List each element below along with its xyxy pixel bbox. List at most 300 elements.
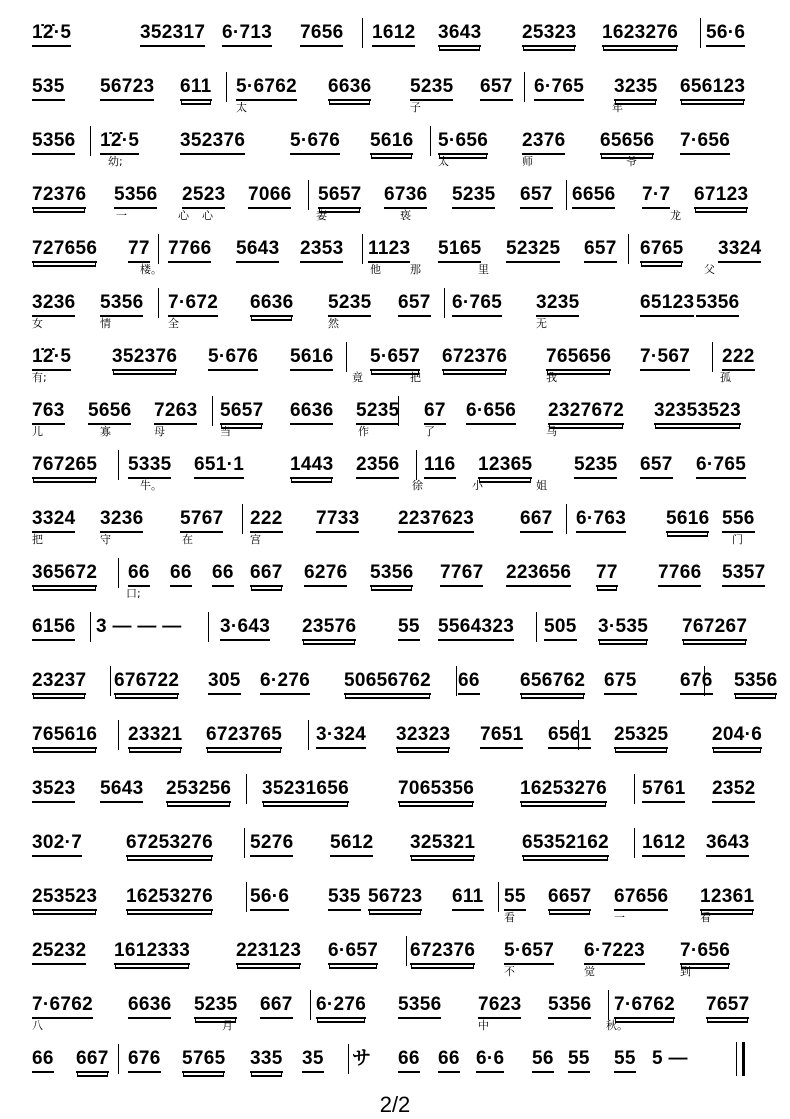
note-group: 66: [398, 1048, 420, 1073]
note-group: 656762: [520, 670, 585, 695]
note-group: 223656: [506, 562, 571, 587]
note-group: 3643: [438, 22, 481, 47]
bar-line: [628, 234, 629, 264]
note-group: 56: [532, 1048, 554, 1073]
note-group: 3235: [614, 76, 657, 101]
note-group: 66: [128, 562, 150, 587]
note-group: 5761: [642, 778, 685, 803]
note-group: 32323: [396, 724, 450, 749]
notation-line: [0, 606, 790, 660]
lyric-char: 当: [220, 425, 231, 438]
note-group: 2352: [712, 778, 755, 803]
note-group: 5564323: [438, 616, 514, 641]
note-group: 767265: [32, 454, 97, 479]
lyric-char: 小: [472, 479, 483, 492]
note-group: 727656: [32, 238, 97, 263]
note-group: 1612: [642, 832, 685, 857]
note-group: 222: [250, 508, 283, 533]
note-group: 77: [596, 562, 618, 587]
note-row: [0, 724, 790, 746]
note-group: 7·7: [642, 184, 670, 209]
note-group: 55: [614, 1048, 636, 1073]
lyric-char: 秋。: [606, 1019, 628, 1032]
lyric-row: [0, 425, 790, 439]
bar-line: [90, 126, 91, 156]
bar-line: [416, 450, 417, 480]
note-group: 5656: [88, 400, 131, 425]
lyric-char: 龙: [670, 209, 681, 222]
notation-line: [0, 390, 790, 444]
note-group: 55: [568, 1048, 590, 1073]
note-group: 305: [208, 670, 241, 695]
note-group: 6·7223: [584, 940, 645, 965]
lyric-char: 太: [236, 101, 247, 114]
note-group: 5356: [734, 670, 777, 695]
note-group: 116: [424, 454, 456, 479]
note-group: 56723: [100, 76, 154, 101]
note-group: 352317: [140, 22, 205, 47]
note-group: 67656: [614, 886, 668, 911]
note-group: 325321: [410, 832, 475, 857]
final-barline: [736, 1042, 745, 1076]
bar-line: [634, 774, 635, 804]
page-number: 2/2: [379, 1092, 411, 1117]
note-group: 5235: [574, 454, 617, 479]
lyric-char: 姐: [536, 479, 547, 492]
bar-line: [212, 396, 213, 426]
note-group: 25232: [32, 940, 86, 965]
note-group: 6·765: [534, 76, 584, 101]
note-group: 7·672: [168, 292, 218, 317]
lyric-char: 母: [154, 425, 165, 438]
notation-line: [0, 66, 790, 120]
lyric-char: 看: [700, 911, 711, 924]
note-group: 6·713: [222, 22, 272, 47]
lyric-char: 守: [100, 533, 111, 546]
note-group: 535: [32, 76, 65, 101]
note-group: 7066: [248, 184, 291, 209]
note-row: [0, 886, 790, 908]
lyric-char: 子: [410, 101, 421, 114]
note-group: 672376: [442, 346, 507, 371]
bar-line: [118, 1044, 119, 1074]
note-group: 1123: [368, 238, 410, 263]
note-group: 535: [328, 886, 361, 911]
note-row: [0, 670, 790, 692]
note-group: 253523: [32, 886, 97, 911]
note-group: 7733: [316, 508, 359, 533]
note-group: 5356: [398, 994, 441, 1019]
lyric-row: [0, 317, 790, 331]
note-group: 6276: [304, 562, 347, 587]
note-group: 5356: [32, 130, 75, 155]
bar-line: [704, 666, 705, 696]
note-group: 6636: [290, 400, 333, 425]
note-group: 7657: [706, 994, 749, 1019]
lyric-char: 儿: [32, 425, 43, 438]
note-group: 6·6: [476, 1048, 504, 1073]
bar-line: [308, 180, 309, 210]
note-group: 676: [680, 670, 713, 695]
note-group: 2237623: [398, 508, 474, 533]
lyric-char: 情: [100, 317, 111, 330]
note-group: 676: [128, 1048, 161, 1073]
note-group: 16253276: [126, 886, 213, 911]
bar-line: [208, 612, 209, 642]
note-group: 5657: [220, 400, 263, 425]
note-group: 5235: [452, 184, 495, 209]
lyric-char: 父: [704, 263, 715, 276]
note-group: 7065356: [398, 778, 474, 803]
note-group: 7651: [480, 724, 523, 749]
note-group: 6·276: [316, 994, 366, 1019]
note-group: 12365: [478, 454, 532, 479]
bar-line: [158, 234, 159, 264]
bar-line: [398, 396, 399, 426]
note-group: 55: [504, 886, 526, 911]
note-group: 667: [76, 1048, 109, 1073]
note-group: 765656: [546, 346, 611, 371]
lyric-char: 然: [328, 317, 339, 330]
note-group: 65123: [640, 292, 694, 317]
note-group: 667: [520, 508, 553, 533]
note-group: 6636: [250, 292, 293, 317]
note-group: 3643: [706, 832, 749, 857]
note-group: サ: [352, 1048, 372, 1069]
note-group: 23321: [128, 724, 182, 749]
lyric-char: 全: [168, 317, 179, 330]
bar-line: [456, 666, 457, 696]
notation-line: [0, 660, 790, 714]
note-row: [0, 778, 790, 800]
note-group: 352376: [112, 346, 177, 371]
notation-line: [0, 876, 790, 930]
lyric-char: 门: [732, 533, 743, 546]
note-row: [0, 400, 790, 422]
note-group: 56·6: [706, 22, 745, 47]
notation-line: [0, 498, 790, 552]
bar-line: [226, 72, 227, 102]
lyric-row: [0, 155, 790, 169]
note-group: 2376: [522, 130, 565, 155]
lyric-char: 我: [546, 371, 557, 384]
note-group: 6·765: [452, 292, 502, 317]
note-group: 5357: [722, 562, 765, 587]
lyric-row: [0, 101, 790, 115]
note-group: 5235: [356, 400, 399, 425]
notation-line: [0, 336, 790, 390]
note-group: 5335: [128, 454, 171, 479]
bar-line: [348, 1044, 349, 1074]
note-group: 5616: [370, 130, 413, 155]
lyric-char: 亵: [400, 209, 411, 222]
lyric-row: [0, 587, 790, 601]
note-group: 5356: [100, 292, 143, 317]
note-group: 5·6762: [236, 76, 297, 101]
bar-line: [362, 18, 363, 48]
note-group: 7766: [168, 238, 211, 263]
note-group: 222: [722, 346, 755, 371]
note-group: 5·656: [438, 130, 488, 155]
lyric-char: 心: [178, 209, 189, 222]
note-group: 32353523: [654, 400, 741, 425]
notation-line: [0, 120, 790, 174]
lyric-row: [0, 371, 790, 385]
bar-line: [712, 342, 713, 372]
note-group: 657: [640, 454, 673, 479]
bar-line: [90, 612, 91, 642]
note-group: 7·656: [680, 940, 730, 965]
bar-line: [406, 936, 407, 966]
lyric-row: [0, 209, 790, 223]
note-group: 5616: [290, 346, 333, 371]
bar-line: [700, 18, 701, 48]
note-row: [0, 130, 790, 152]
note-group: 66: [458, 670, 480, 695]
note-group: 5·657: [370, 346, 420, 371]
note-row: [0, 562, 790, 584]
note-group: 3235: [536, 292, 579, 317]
bar-line: [566, 504, 567, 534]
notation-line: [0, 822, 790, 876]
bar-line: [608, 990, 609, 1020]
note-group: 6723765: [206, 724, 282, 749]
lyric-char: 到: [680, 965, 691, 978]
lyric-char: 一: [614, 911, 625, 924]
note-group: 6·763: [576, 508, 626, 533]
note-row: [0, 238, 790, 260]
lyric-char: 无: [536, 317, 547, 330]
note-group: 611: [180, 76, 212, 101]
note-group: 505: [544, 616, 577, 641]
note-group: 72376: [32, 184, 86, 209]
lyric-char: 牛。: [140, 479, 162, 492]
lyric-char: 看: [504, 911, 515, 924]
lyric-char: 楼。: [140, 263, 162, 276]
note-group: 1612333: [114, 940, 190, 965]
lyric-row: [0, 911, 790, 925]
note-group: 6·657: [328, 940, 378, 965]
note-group: 5235: [194, 994, 237, 1019]
bar-line: [536, 612, 537, 642]
note-group: 253256: [166, 778, 231, 803]
note-group: 25323: [522, 22, 576, 47]
lyric-char: 觉: [584, 965, 595, 978]
note-group: 3·324: [316, 724, 366, 749]
note-group: 6657: [548, 886, 591, 911]
note-row: [0, 940, 790, 962]
lyric-char: 心: [202, 209, 213, 222]
note-group: 66: [32, 1048, 54, 1073]
note-group: 657: [584, 238, 617, 263]
bar-line: [346, 342, 347, 372]
note-group: 65656: [600, 130, 654, 155]
note-group: 3236: [32, 292, 75, 317]
note-row: [0, 346, 790, 368]
lyric-char: 一: [116, 209, 127, 222]
lyric-char: 把: [410, 371, 421, 384]
note-group: 67123: [694, 184, 748, 209]
note-group: 6736: [384, 184, 427, 209]
note-group: 667: [250, 562, 283, 587]
lyric-char: 孤: [720, 371, 731, 384]
lyric-char: 爷: [626, 155, 637, 168]
note-group: 7·567: [640, 346, 690, 371]
note-row: [0, 76, 790, 98]
note-group: 6636: [128, 994, 171, 1019]
note-group: 56723: [368, 886, 422, 911]
note-group: 5356: [114, 184, 157, 209]
note-row: [0, 508, 790, 530]
bar-line: [110, 666, 111, 696]
note-group: 5276: [250, 832, 293, 857]
note-group: 16253276: [520, 778, 607, 803]
lyric-char: 太: [438, 155, 449, 168]
note-group: 2356: [356, 454, 399, 479]
note-row: [0, 994, 790, 1016]
note-row: [0, 184, 790, 206]
lyric-char: 师: [522, 155, 533, 168]
lyric-char: 竟: [352, 371, 363, 384]
note-group: 5616: [666, 508, 709, 533]
note-group: 1612: [372, 22, 415, 47]
note-group: 3324: [718, 238, 761, 263]
note-group: 611: [452, 886, 484, 911]
notation-line: [0, 282, 790, 336]
bar-line: [246, 774, 247, 804]
lyric-char: 里: [478, 263, 489, 276]
note-group: 676722: [114, 670, 179, 695]
lyric-char: 作: [358, 425, 369, 438]
note-group: 5356: [370, 562, 413, 587]
note-group: 651·1: [194, 454, 244, 479]
bar-line: [242, 504, 243, 534]
note-group: 352376: [180, 130, 245, 155]
note-group: 67253276: [126, 832, 213, 857]
note-group: 3·643: [220, 616, 270, 641]
lyric-char: 宫: [250, 533, 261, 546]
note-group: 335: [250, 1048, 283, 1073]
note-group: 5612: [330, 832, 373, 857]
note-group: 7766: [658, 562, 701, 587]
bar-line: [118, 558, 119, 588]
note-group: 657: [480, 76, 513, 101]
note-group: 302·7: [32, 832, 82, 857]
note-group: 1623276: [602, 22, 678, 47]
note-group: 6765: [640, 238, 683, 263]
bar-line: [244, 828, 245, 858]
bar-line: [566, 180, 567, 210]
note-group: 66: [170, 562, 192, 587]
note-group: 556: [722, 508, 755, 533]
bar-line: [246, 882, 247, 912]
note-group: 7767: [440, 562, 483, 587]
note-group: 7623: [478, 994, 521, 1019]
bar-line: [158, 288, 159, 318]
notation-line: [0, 768, 790, 822]
lyric-char: 口;: [126, 587, 141, 600]
lyric-char: 中: [478, 1019, 489, 1032]
bar-line: [430, 126, 431, 156]
note-group: 50656762: [344, 670, 431, 695]
bar-line: [444, 288, 445, 318]
lyric-char: 寡: [100, 425, 111, 438]
note-group: 35: [302, 1048, 324, 1073]
note-row: [0, 616, 790, 638]
note-group: 675: [604, 670, 637, 695]
note-group: 66: [438, 1048, 460, 1073]
notation-line: [0, 174, 790, 228]
note-group: 12361: [700, 886, 754, 911]
note-group: 35231656: [262, 778, 349, 803]
notation-line: [0, 12, 790, 66]
note-group: 65352162: [522, 832, 609, 857]
note-group: 2353: [300, 238, 343, 263]
note-group: 3324: [32, 508, 75, 533]
note-group: 77: [128, 238, 150, 263]
note-group: 7·656: [680, 130, 730, 155]
note-row: [0, 832, 790, 854]
note-group: 5·676: [208, 346, 258, 371]
lyric-row: [0, 479, 790, 493]
note-group: 67: [424, 400, 446, 425]
note-group: 25325: [614, 724, 668, 749]
note-row: [0, 292, 790, 314]
note-group: 5657: [318, 184, 361, 209]
note-group: 7·6762: [32, 994, 93, 1019]
notation-line: [0, 444, 790, 498]
note-group: 5235: [328, 292, 371, 317]
note-group: 5235: [410, 76, 453, 101]
note-group: 5·676: [290, 130, 340, 155]
note-group: 667: [260, 994, 293, 1019]
notation-line: [0, 714, 790, 768]
lyric-char: 女: [32, 317, 43, 330]
note-group: 1̇2̇·5: [32, 346, 71, 371]
note-group: 767267: [682, 616, 747, 641]
note-group: 7263: [154, 400, 197, 425]
bar-line: [118, 720, 119, 750]
lyric-char: 马: [546, 425, 557, 438]
note-group: 1̇2̇·5: [100, 130, 139, 155]
bar-line: [578, 720, 579, 750]
note-group: 656123: [680, 76, 745, 101]
notation-line: [0, 228, 790, 282]
bar-line: [362, 234, 363, 264]
notation-line: [0, 984, 790, 1038]
notation-line: [0, 1038, 790, 1092]
lyric-char: 幼;: [108, 155, 123, 168]
note-group: 66: [212, 562, 234, 587]
bar-line: [308, 720, 309, 750]
note-row: [0, 22, 790, 44]
note-group: 7656: [300, 22, 343, 47]
lyric-char: 徐: [412, 479, 423, 492]
note-row: [0, 1048, 790, 1070]
note-group: 5356: [548, 994, 591, 1019]
note-group: 3·535: [598, 616, 648, 641]
note-group: 223123: [236, 940, 301, 965]
note-group: 5·657: [504, 940, 554, 965]
lyric-char: 在: [182, 533, 193, 546]
note-group: 7·6762: [614, 994, 675, 1019]
note-group: 3236: [100, 508, 143, 533]
note-group: 6·656: [466, 400, 516, 425]
bar-line: [498, 882, 499, 912]
note-group: 1443: [290, 454, 333, 479]
note-group: 5765: [182, 1048, 225, 1073]
note-group: 657: [520, 184, 553, 209]
